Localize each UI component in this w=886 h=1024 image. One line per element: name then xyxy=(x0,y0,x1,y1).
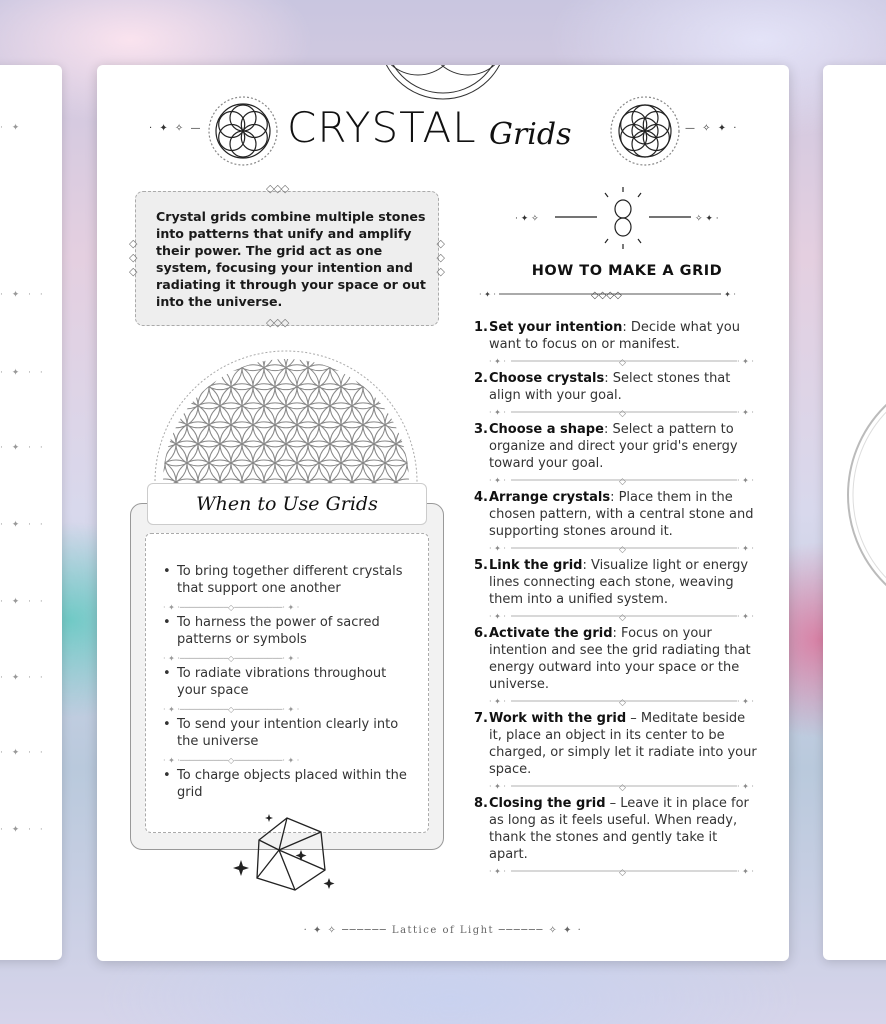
ornament: · ✦ · · xyxy=(0,368,46,378)
lattice-circle xyxy=(153,347,176,390)
lattice-circle xyxy=(418,422,419,466)
lattice-circle xyxy=(352,347,396,390)
footer xyxy=(97,925,789,936)
separator: · ✦ ·──────────◇──────────· ✦ · xyxy=(163,705,300,714)
svg-text:◇: ◇ xyxy=(619,868,626,878)
infinity-sun-icon xyxy=(515,187,735,253)
lattice-circle xyxy=(385,441,419,485)
svg-text:◇: ◇ xyxy=(619,409,626,419)
ornament: · ✦ · · xyxy=(0,597,46,607)
svg-text:· ✦ ·: · ✦ · xyxy=(737,782,754,791)
separator-line xyxy=(489,693,759,710)
lattice-circle xyxy=(231,347,275,371)
svg-text:· ✦ ·: · ✦ · xyxy=(489,357,506,366)
separator-line xyxy=(489,863,759,880)
lattice-circle xyxy=(418,384,419,428)
separator: · ✦ ·──────────◇──────────· ✦ · xyxy=(163,654,300,663)
svg-text:◇: ◇ xyxy=(619,698,626,708)
lattice-circle xyxy=(396,384,419,428)
page-title-script: Grids xyxy=(489,117,572,152)
list-item: • To send your intention clearly into the universe · ✦ ·──────────◇──────────· ✦ · xyxy=(163,716,413,767)
separator-line xyxy=(489,778,759,795)
svg-text:· ✦ ·: · ✦ · xyxy=(479,290,496,299)
diamond-ornament: ◇◇◇ xyxy=(266,182,289,195)
lattice-circle xyxy=(341,347,385,371)
separator xyxy=(489,863,759,880)
lattice-circle xyxy=(407,403,419,447)
separator xyxy=(489,404,759,421)
separator-line xyxy=(489,472,759,489)
step-item: 4. Arrange crystals: Place them in the chosen pattern, with a central stone and supporting stones around it. · ✦ · ◇ · ✦ · xyxy=(474,489,759,557)
lattice-circle xyxy=(374,384,418,428)
lattice-circle xyxy=(153,403,165,447)
how-to-title: HOW TO MAKE A GRID xyxy=(531,263,723,279)
lattice-circle xyxy=(153,441,187,485)
lattice-circle xyxy=(198,347,242,390)
lattice-circle xyxy=(396,347,419,352)
svg-text:· ✦ ·: · ✦ · xyxy=(719,290,736,299)
lattice-circle xyxy=(154,347,198,390)
svg-text:· ✦ ·: · ✦ · xyxy=(737,867,754,876)
list-item: • To harness the power of sacred patterns or symbols · ✦ ·──────────◇──────────· ✦ · xyxy=(163,614,413,665)
step-item: 7. Work with the grid – Meditate beside it, place an object in its center to be charged, or simply let it radiate into your space. · ✦ · ◇ · ✦ · xyxy=(474,710,759,795)
separator xyxy=(489,540,759,557)
lattice-circle xyxy=(352,347,396,352)
separator xyxy=(489,472,759,489)
lattice-circle xyxy=(220,347,264,352)
ornament: · ✦ · · xyxy=(0,443,46,453)
lattice-circle xyxy=(374,347,418,390)
lattice-circle xyxy=(396,347,419,390)
lattice-circle xyxy=(286,347,330,352)
when-title: When to Use Grids xyxy=(196,493,378,515)
svg-text:◇◇◇◇: ◇◇◇◇ xyxy=(591,290,622,301)
ornament: · ✦ · · xyxy=(0,825,46,835)
ornament: · ✦ · · xyxy=(0,290,46,300)
lattice-circle xyxy=(385,403,419,447)
step-item: 3. Choose a shape: Select a pattern to organize and direct your grid's energy toward your goal. · ✦ · ◇ · ✦ · xyxy=(474,421,759,489)
lattice-circle xyxy=(385,347,419,371)
lattice-circle xyxy=(153,347,154,390)
when-list xyxy=(163,563,413,818)
lattice-circle xyxy=(153,365,165,409)
lattice-circle xyxy=(165,347,209,371)
lattice-circle xyxy=(209,347,253,371)
step-item: 2. Choose crystals: Select stones that align with your goal. · ✦ · ◇ · ✦ · xyxy=(474,370,759,421)
separator-line xyxy=(489,404,759,421)
svg-text:· ✦ ·: · ✦ · xyxy=(489,476,506,485)
lattice-circle xyxy=(153,441,165,485)
svg-text:· ✦ ·: · ✦ · xyxy=(737,697,754,706)
seed-of-life-icon xyxy=(609,95,681,167)
lattice-circle xyxy=(176,347,220,390)
svg-text:· ✦ ·: · ✦ · xyxy=(489,544,506,553)
separator-line xyxy=(489,608,759,625)
intro-text: Crystal grids combine multiple stones into patterns that unify and amplify their power. The grid act as one system, focusing your intention and radiating it through your space or out into the universe. xyxy=(156,209,426,309)
list-item: • To radiate vibrations throughout your space · ✦ ·──────────◇──────────· ✦ · xyxy=(163,665,413,716)
lattice-circle xyxy=(363,365,407,409)
ornament: · ✦ · · xyxy=(0,520,46,530)
lattice-circle xyxy=(374,347,418,352)
separator: · ✦ ·──────────◇──────────· ✦ · xyxy=(163,756,300,765)
svg-text:✧ ✦ ·: ✧ ✦ · xyxy=(695,214,719,224)
svg-text:· ✦ ·: · ✦ · xyxy=(489,867,506,876)
separator xyxy=(489,608,759,625)
svg-text:◇: ◇ xyxy=(619,358,626,368)
next-page[interactable] xyxy=(823,65,886,960)
lattice-circle xyxy=(297,347,341,371)
lattice-circle xyxy=(418,347,419,352)
list-item: • To bring together different crystals that support one another · ✦ ·──────────◇──────────· ✦ · xyxy=(163,563,413,614)
crystal-grids-page xyxy=(97,65,789,961)
svg-text:· ✦ ·: · ✦ · xyxy=(737,476,754,485)
ornament: · ✦ · · xyxy=(0,748,46,758)
ornament-left: · ✦ ✧ — xyxy=(149,123,203,134)
lattice-circle xyxy=(153,384,176,428)
step-item: 5. Link the grid: Visualize light or energy lines connecting each stone, weaving them into a unified system. · ✦ · ◇ · ✦ · xyxy=(474,557,759,625)
lattice-circle xyxy=(176,347,220,352)
lattice-circle xyxy=(153,347,187,371)
lattice-circle xyxy=(407,347,419,371)
lattice-circle xyxy=(363,347,407,371)
svg-text:· ✦ ·: · ✦ · xyxy=(737,612,754,621)
lattice-circle xyxy=(153,347,176,352)
lattice-circle xyxy=(418,347,419,390)
list-item: • To charge objects placed within the grid xyxy=(163,767,413,818)
lattice-circle xyxy=(407,365,419,409)
svg-text:◇: ◇ xyxy=(619,613,626,623)
separator xyxy=(489,353,759,370)
lattice-circle xyxy=(153,422,154,466)
lattice-circle xyxy=(153,422,176,466)
ornament: · ✦ · · xyxy=(0,673,46,683)
lattice-circle xyxy=(165,365,209,409)
lattice-circle xyxy=(154,384,198,428)
lattice-circle xyxy=(396,422,419,466)
footer-text: Lattice of Light xyxy=(391,925,495,936)
lattice-circle xyxy=(253,347,297,371)
intro-box xyxy=(129,182,445,329)
svg-text:· ✦ ·: · ✦ · xyxy=(489,612,506,621)
steps-list xyxy=(474,319,759,880)
svg-text:· ✦ ·: · ✦ · xyxy=(489,782,506,791)
diamond-ornament: ◇ ◇ ◇ xyxy=(129,237,138,278)
divider xyxy=(479,287,741,301)
ornament: · ✦ ✧ ────── xyxy=(303,925,392,936)
previous-page[interactable] xyxy=(0,65,62,960)
page-title: CRYSTAL xyxy=(287,103,477,152)
svg-text:· ✦ ✧: · ✦ ✧ xyxy=(515,214,539,224)
separator-line xyxy=(489,353,759,370)
ornament: ────── ✧ ✦ · xyxy=(494,925,583,936)
separator xyxy=(489,778,759,795)
svg-text:· ✦ ·: · ✦ · xyxy=(737,544,754,553)
flower-of-life-icon xyxy=(207,95,279,167)
lattice-circle xyxy=(319,347,363,371)
lattice-circle xyxy=(153,347,154,352)
svg-text:· ✦ ·: · ✦ · xyxy=(489,408,506,417)
separator: · ✦ ·──────────◇──────────· ✦ · xyxy=(163,603,300,612)
lattice-circle xyxy=(242,347,286,352)
title-row xyxy=(97,95,789,165)
svg-text:· ✦ ·: · ✦ · xyxy=(489,697,506,706)
step-item: 1. Set your intention: Decide what you want to focus on or manifest. · ✦ · ◇ · ✦ · xyxy=(474,319,759,370)
lattice-circle xyxy=(153,384,154,428)
svg-text:◇: ◇ xyxy=(619,477,626,487)
svg-text:· ✦ ·: · ✦ · xyxy=(737,357,754,366)
step-item: 8. Closing the grid – Leave it in place for as long as it feels useful. When ready, thank the stones and gently take it apart. · ✦ · ◇ · ✦ · xyxy=(474,795,759,880)
svg-text:◇: ◇ xyxy=(619,545,626,555)
ornament: · ✦ xyxy=(0,123,23,133)
lattice-circle xyxy=(153,403,187,447)
svg-text:◇: ◇ xyxy=(619,783,626,793)
crystal-icon xyxy=(229,810,339,900)
lattice-circle xyxy=(187,347,231,371)
when-banner xyxy=(147,483,427,525)
step-item: 6. Activate the grid: Focus on your intention and see the grid radiating that energy outward into your space or the universe. · ✦ · ◇ · ✦ · xyxy=(474,625,759,710)
lattice-circle xyxy=(153,347,165,371)
svg-text:· ✦ ·: · ✦ · xyxy=(737,408,754,417)
separator-line xyxy=(489,540,759,557)
diamond-ornament: ◇ ◇ ◇ xyxy=(436,237,445,278)
lattice-circle xyxy=(154,347,198,352)
lattice-circle xyxy=(275,347,319,371)
diamond-ornament: ◇◇◇ xyxy=(266,316,289,329)
separator xyxy=(489,693,759,710)
arch-outline-icon xyxy=(823,65,886,960)
lattice-circle xyxy=(330,347,374,352)
lattice-circle xyxy=(407,441,419,485)
lattice-circle xyxy=(198,347,242,352)
lattice-circle xyxy=(308,347,352,352)
ornament-right: — ✧ ✦ · xyxy=(685,123,739,134)
